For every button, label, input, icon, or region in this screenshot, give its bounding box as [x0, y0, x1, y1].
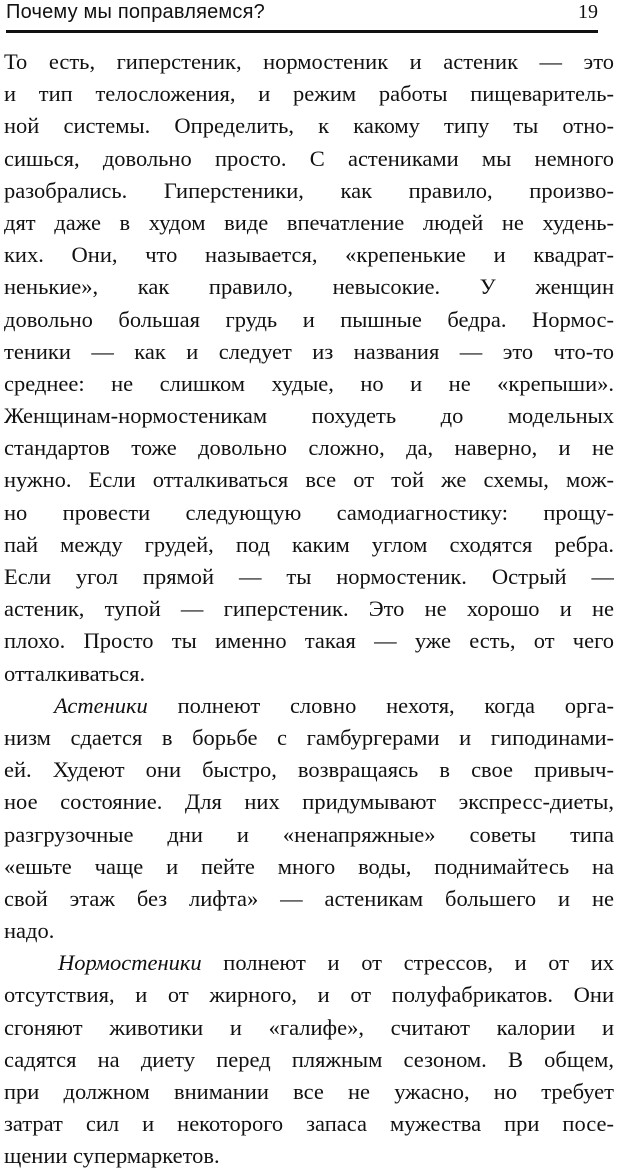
text-line: Если угол прямой — ты нормостеник. Острый —: [4, 564, 614, 589]
text-line: щении супермаркетов.: [4, 1143, 220, 1169]
text-line: отталкиваться.: [4, 660, 146, 686]
text-fragment: полнеют словно нехотя, когда орга-: [147, 692, 614, 718]
text-line: отсутствия, и от жирного, и от полуфабрикатов. Они: [4, 982, 614, 1008]
text-line: при должном внимании все не ужасно, но требует: [4, 1079, 614, 1104]
text-line: но провести следующую самодиагностику: прощу-: [4, 499, 614, 525]
text-line: разгрузочные дни и «ненапряжные» советы типа: [4, 821, 614, 847]
paragraph-first-line: [4, 947, 614, 979]
page-number: 19: [578, 1, 598, 23]
text-line: «ешьте чаще и пейте много воды, поднимайтесь на: [4, 853, 614, 879]
text-line: теники — как и следует из названия — это что-то: [4, 338, 614, 364]
text-line: сишься, довольно просто. С астениками мы немного: [4, 145, 614, 171]
text-line: плохо. Просто ты именно такая — уже есть, от чего: [4, 628, 614, 654]
text-line: довольно большая грудь и пышные бедра. Нормос-: [4, 306, 614, 332]
text-line: сгоняют животики и «галифе», считают калории и: [4, 1014, 614, 1040]
paragraph-first-line: [4, 690, 614, 722]
text-line: низм сдается в борьбе с гамбургерами и гиподинами-: [4, 724, 614, 750]
text-line: Женщинам-нормостеникам похудеть до модельных: [4, 403, 614, 429]
page-header: [6, 0, 598, 33]
term-normosteniki: Нормостеники: [58, 950, 202, 976]
text-line: и тип телосложения, и режим работы пищеваритель-: [4, 81, 614, 107]
text-line: стандартов тоже довольно сложно, да, наверно, и не: [4, 435, 614, 461]
text-line: дят даже в худом виде впечатление людей не худень-: [4, 209, 614, 235]
text-line: затрат сил и некоторого запаса мужества при посе-: [4, 1111, 614, 1137]
text-line: среднее: не слишком худые, но и не «крепыши».: [4, 370, 614, 396]
text-fragment: полнеют и от стрессов, и от их: [201, 950, 614, 976]
text-line: астеник, тупой — гиперстеник. Это не хорошо и не: [4, 596, 614, 622]
text-line: садятся на диету перед пляжным сезоном. В общем,: [4, 1046, 614, 1072]
term-asteniki: Астеники: [54, 692, 148, 718]
text-line: ненькие», как правило, невысокие. У женщин: [4, 274, 614, 300]
text-line: нужно. Если отталкиваться все от той же схемы, мож-: [4, 467, 614, 493]
text-line: надо.: [4, 918, 55, 944]
text-line: ной системы. Определить, к какому типу ты отно-: [4, 113, 614, 139]
body-text: [4, 46, 614, 1173]
running-title: Почему мы поправляемся?: [6, 1, 265, 23]
text-line: ное состояние. Для них придумывают экспресс-диеты,: [4, 789, 614, 815]
text-line: ких. Они, что называется, «крепенькие и квадрат-: [4, 242, 614, 268]
text-line: ей. Худеют они быстро, возвращаясь в свое привыч-: [4, 757, 614, 783]
text-line: пай между грудей, под каким углом сходятся ребра.: [4, 531, 614, 557]
text-line: То есть, гиперстеник, нормостеник и астеник — это: [4, 49, 614, 74]
text-line: свой этаж без лифта» — астеникам большего и не: [4, 885, 614, 911]
text-line: разобрались. Гиперстеники, как правило, произво-: [4, 177, 614, 203]
